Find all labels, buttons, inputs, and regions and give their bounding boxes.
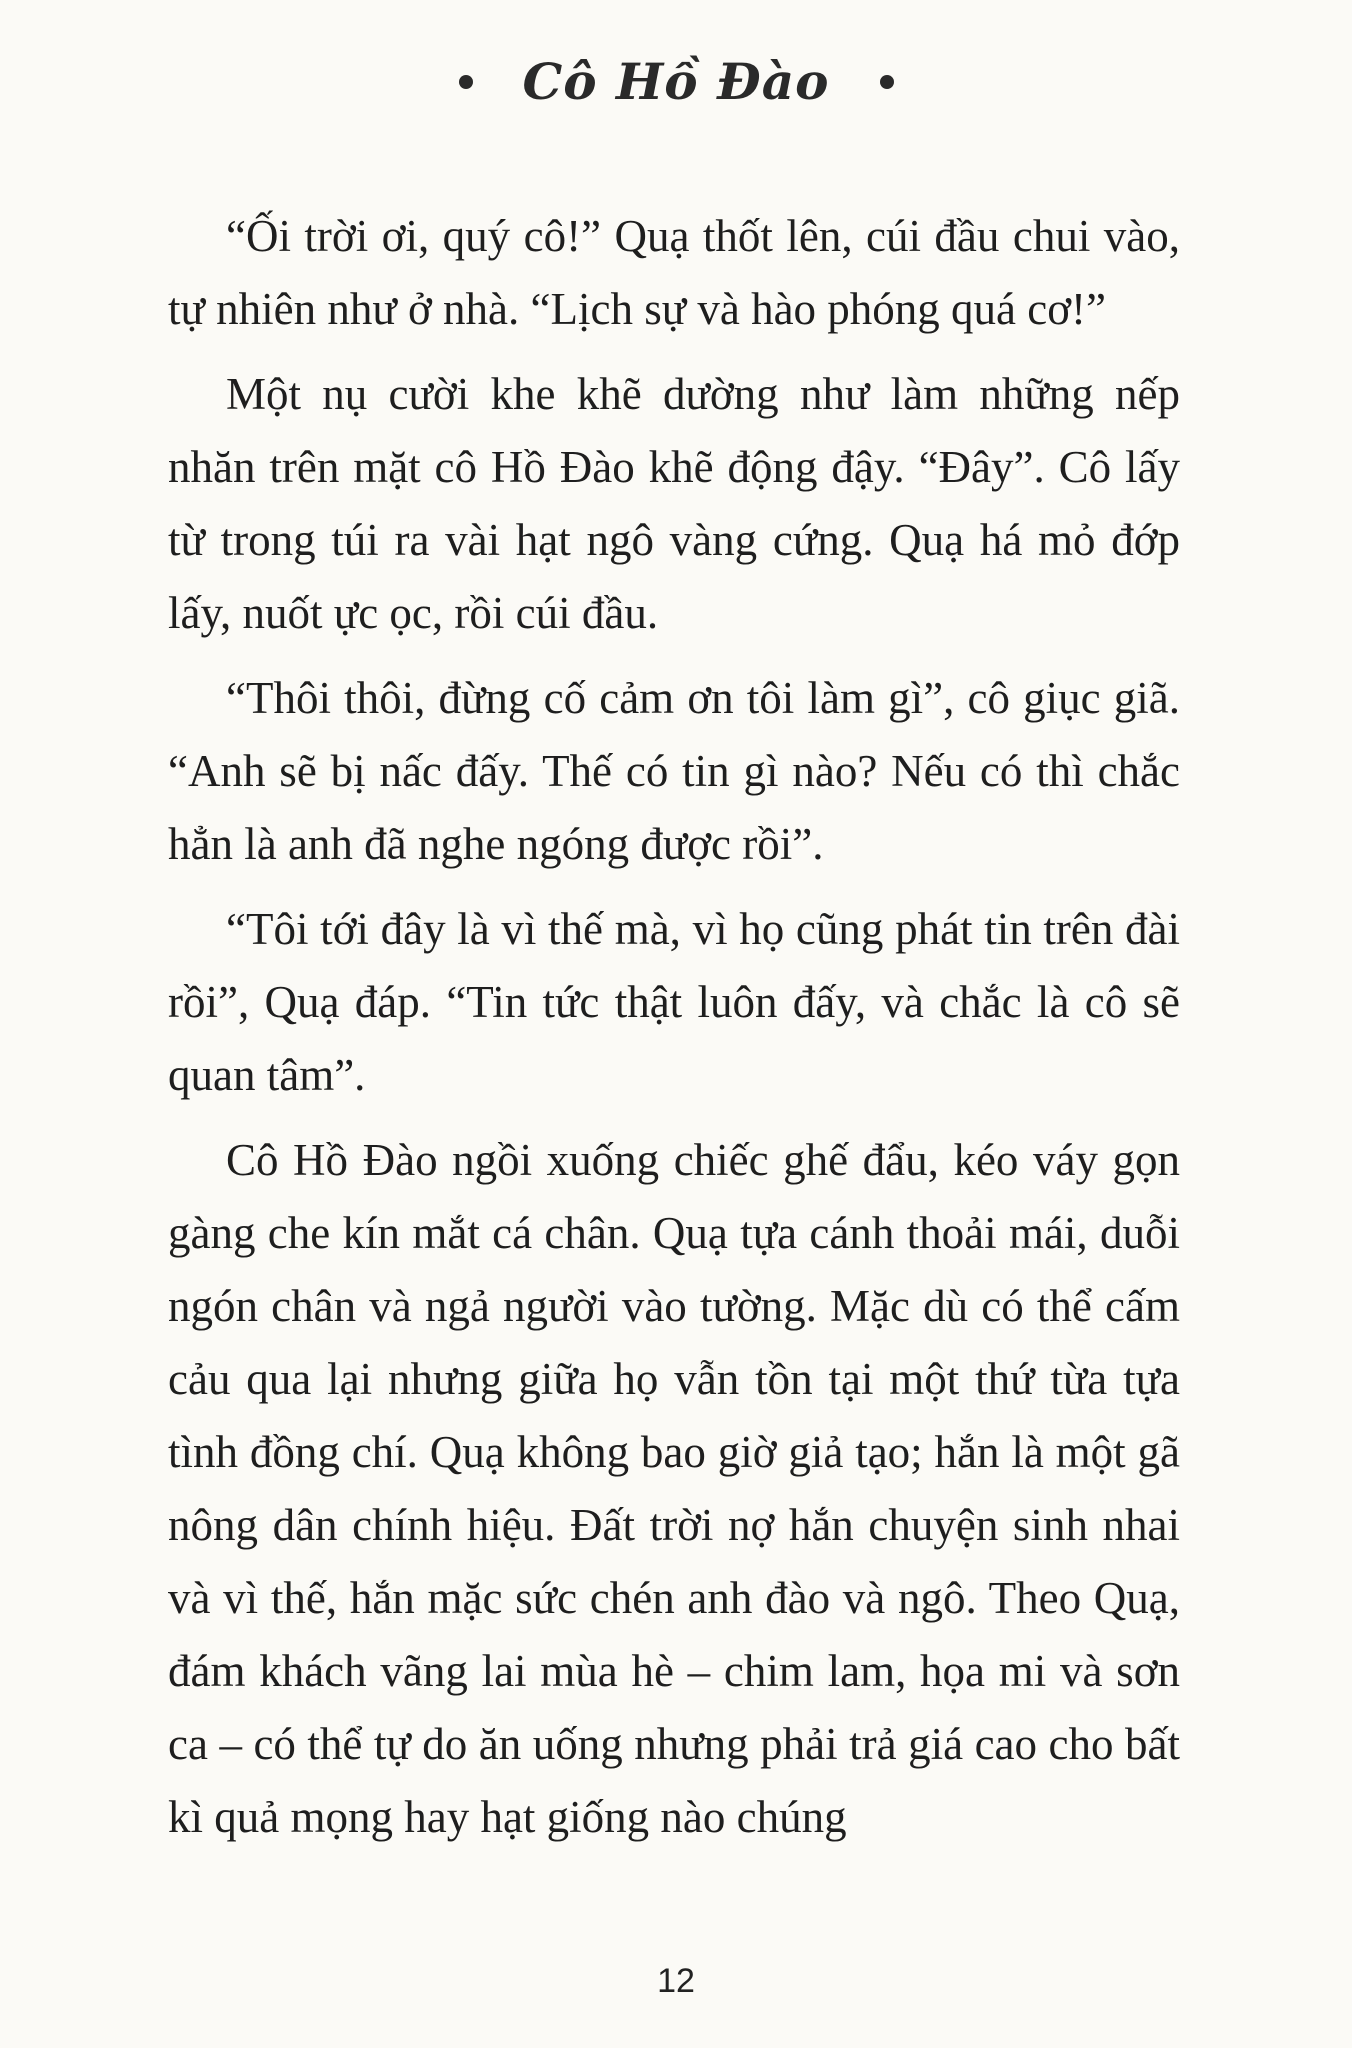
header-bullet-right (880, 75, 894, 89)
body-text (168, 200, 1180, 1866)
paragraph: “Ối trời ơi, quý cô!” Quạ thốt lên, cúi đầu chui vào, tự nhiên như ở nhà. “Lịch sự và hào phóng quá cơ!” (168, 211, 1180, 334)
paragraph: “Tôi tới đây là vì thế mà, vì họ cũng phát tin trên đài rồi”, Quạ đáp. “Tin tức thật luôn đấy, và chắc là cô sẽ quan tâm”. (168, 904, 1180, 1100)
paragraph: “Thôi thôi, đừng cố cảm ơn tôi làm gì”, cô giục giã. “Anh sẽ bị nấc đấy. Thế có tin gì nào? Nếu có thì chắc hẳn là anh đã nghe ngóng được rồi”. (168, 673, 1180, 869)
header-bullet-left (459, 75, 473, 89)
running-header (0, 52, 1352, 111)
page-number: 12 (657, 1962, 695, 2000)
paragraph: Cô Hồ Đào ngồi xuống chiếc ghế đẩu, kéo váy gọn gàng che kín mắt cá chân. Quạ tựa cánh thoải mái, duỗi ngón chân và ngả người vào tường. Mặc dù có thể cấm cảu qua lại nhưng giữa họ vẫn tồn tại một thứ từa tựa tình đồng chí. Quạ không bao giờ giả tạo; hắn là một gã nông dân chính hiệu. Đất trời nợ hắn chuyện sinh nhai và vì thế, hắn mặc sức chén anh đào và ngô. Theo Quạ, đám khách vãng lai mùa hè – chim lam, họa mi và sơn ca – có thể tự do ăn uống nhưng phải trả giá cao cho bất kì quả mọng hay hạt giống nào chúng (168, 1135, 1180, 1842)
paragraph: Một nụ cười khe khẽ dường như làm những nếp nhăn trên mặt cô Hồ Đào khẽ động đậy. “Đây”. Cô lấy từ trong túi ra vài hạt ngô vàng cứng. Quạ há mỏ đớp lấy, nuốt ực ọc, rồi cúi đầu. (168, 369, 1180, 638)
header-title: Cô Hồ Đào (522, 52, 830, 111)
